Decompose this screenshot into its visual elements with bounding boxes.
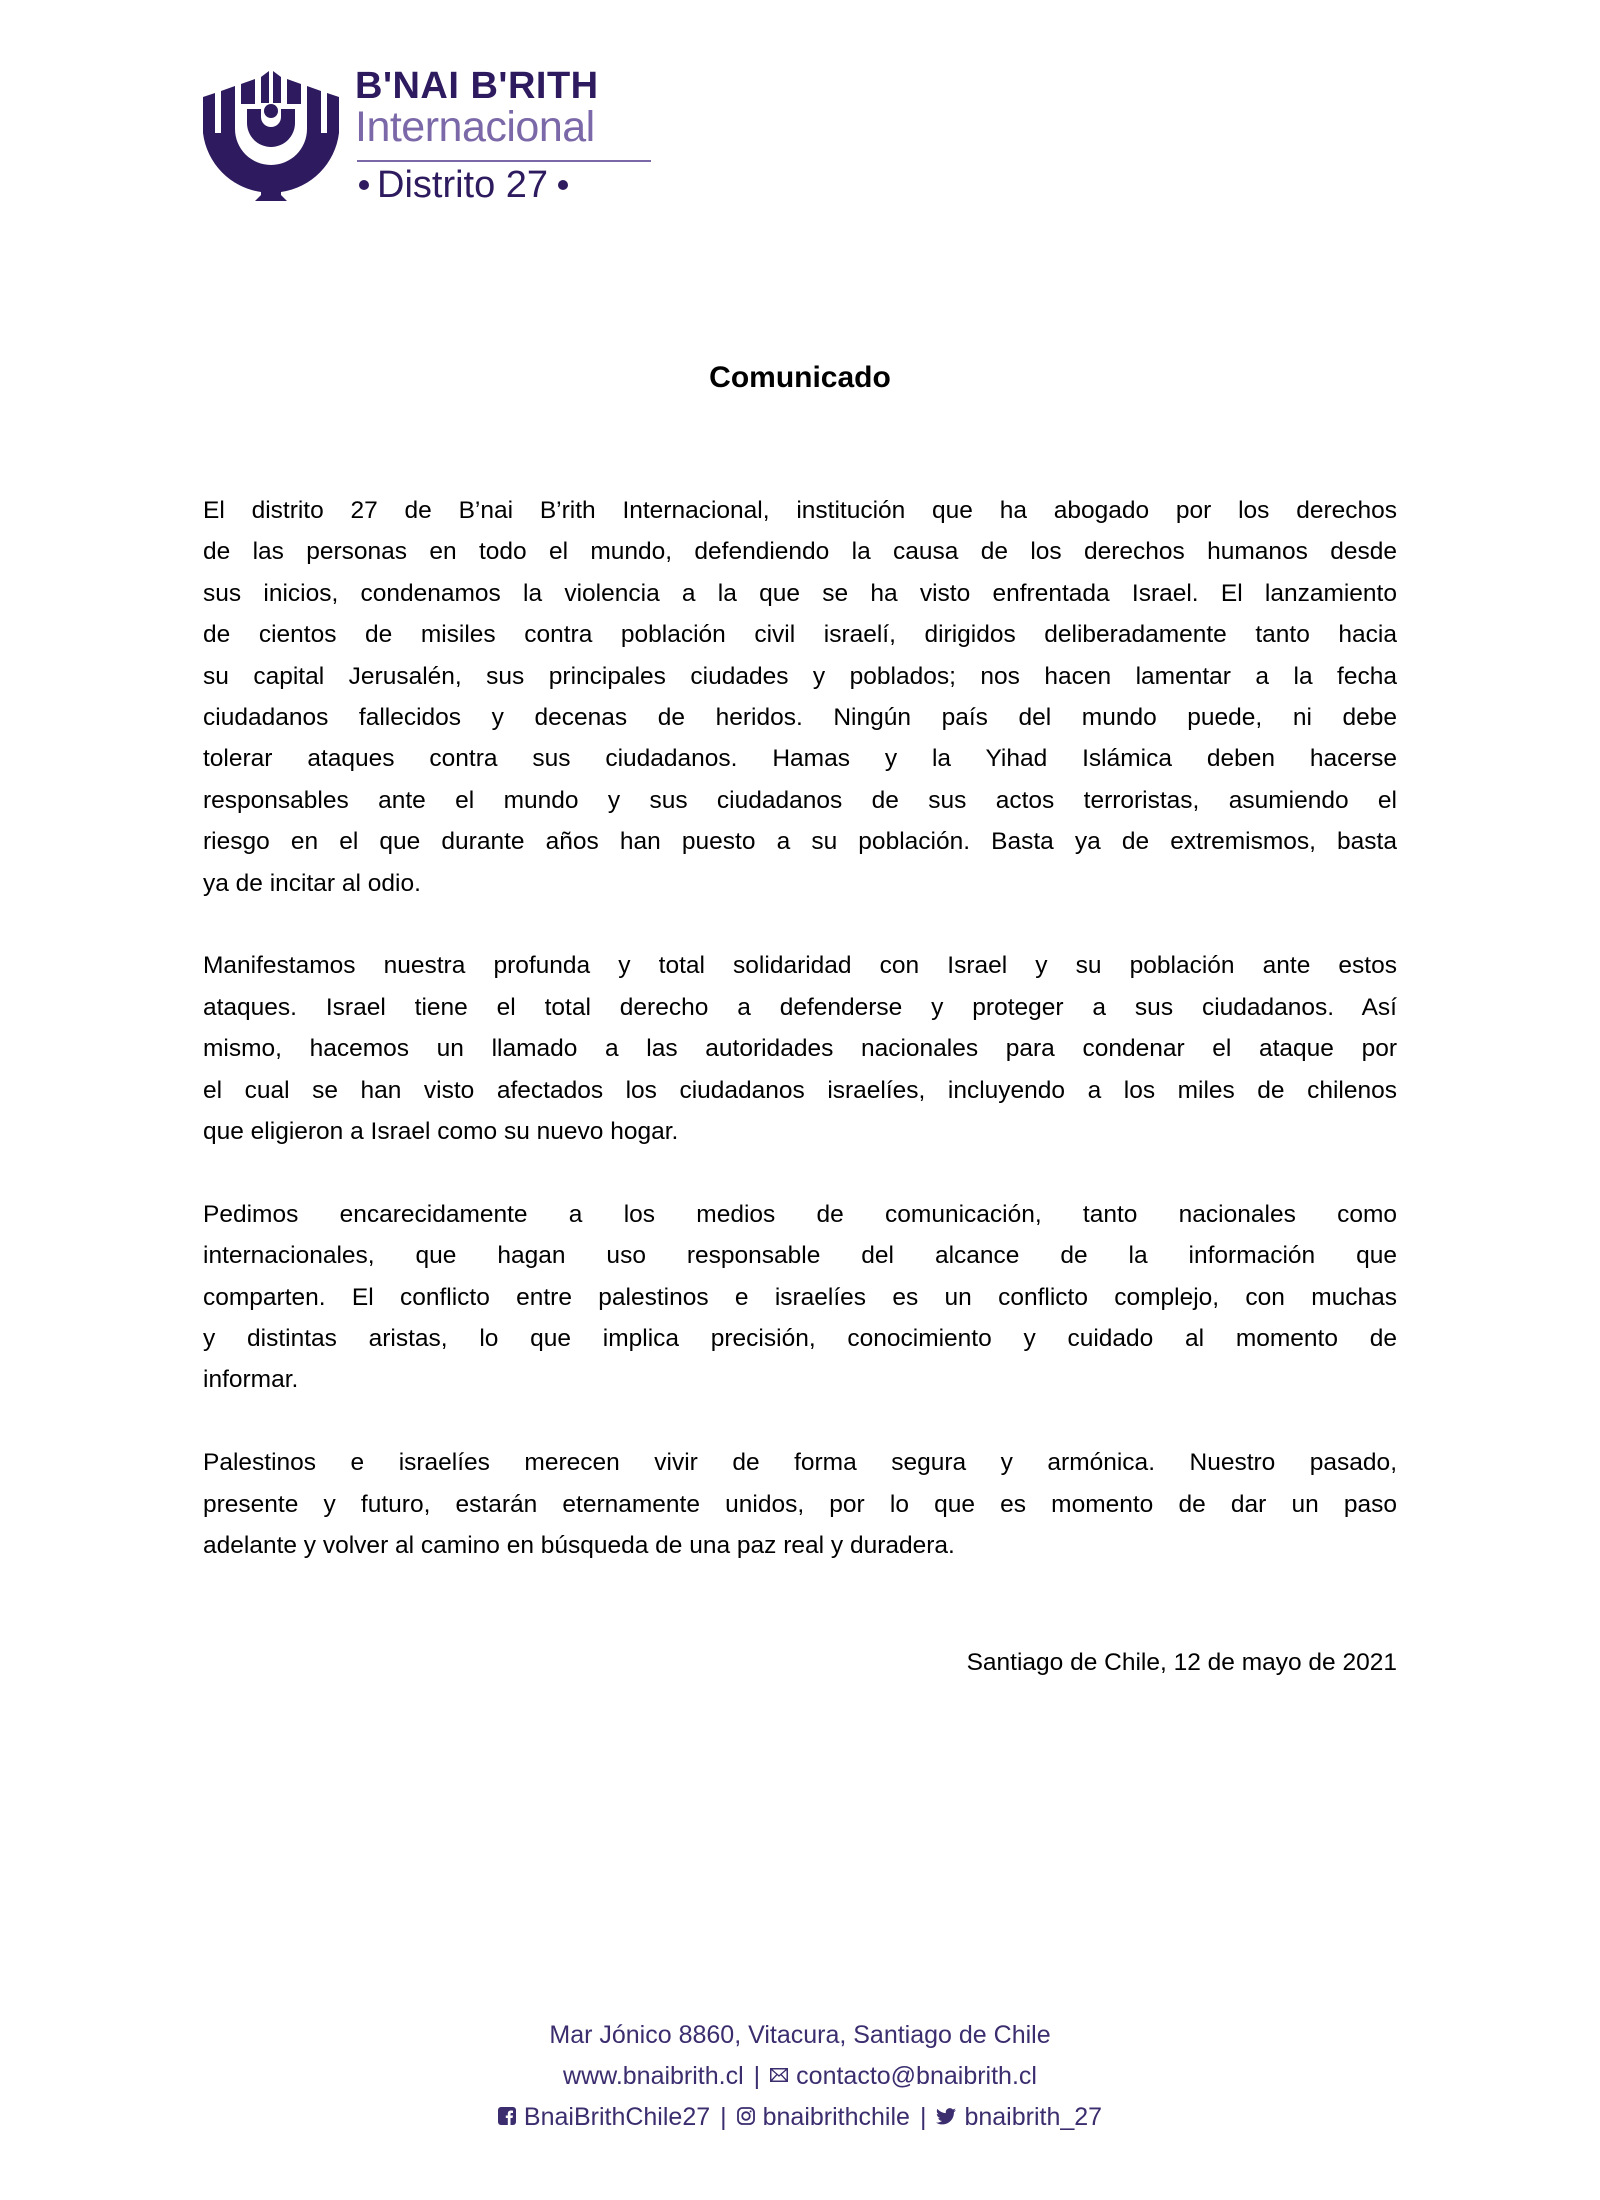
envelope-icon — [770, 2068, 788, 2082]
text-line: el cual se han visto afectados los ciudadanos israelíes, incluyendo a los miles de chilenos — [203, 1076, 1397, 1104]
separator: | — [753, 2062, 761, 2090]
date-line: Santiago de Chile, 12 de mayo de 2021 — [966, 1649, 1397, 1676]
text-line: de las personas en todo el mundo, defendiendo la causa de los derechos humanos desde — [203, 538, 1397, 566]
text-line: sus inicios, condenamos la violencia a la que se ha visto enfrentada Israel. El lanzamiento — [203, 579, 1397, 607]
text-line: ya de incitar al odio. — [203, 869, 421, 897]
paragraph-4 — [203, 1442, 1397, 1566]
organization-logo — [203, 66, 663, 206]
page-title: Comunicado — [709, 361, 891, 394]
separator: | — [720, 2103, 727, 2131]
website-link[interactable]: www.bnaibrith.cl — [563, 2062, 744, 2090]
text-line: riesgo en el que durante años han puesto a su población. Basta ya de extremismos, basta — [203, 828, 1397, 856]
document-body — [203, 490, 1397, 1608]
text-line: de cientos de misiles contra población civil israelí, dirigidos deliberadamente tanto hacia — [203, 621, 1397, 649]
footer — [0, 2015, 1600, 2138]
text-line: Palestinos e israelíes merecen vivir de forma segura y armónica. Nuestro pasado, — [203, 1449, 1397, 1477]
footer-contact — [0, 2056, 1600, 2097]
instagram-link[interactable]: bnaibrithchile — [762, 2103, 910, 2131]
logo-subtitle: Internacional — [355, 103, 595, 151]
text-line: comparten. El conflicto entre palestinos e israelíes es un conflicto complejo, con muchas — [203, 1283, 1397, 1311]
footer-social — [0, 2097, 1600, 2138]
bullet-icon — [359, 180, 369, 190]
separator: | — [919, 2103, 927, 2131]
text-line: adelante y volver al camino en búsqueda de una paz real y duradera. — [203, 1532, 955, 1560]
facebook-link[interactable]: BnaiBrithChile27 — [523, 2103, 711, 2131]
logo-district-text: Distrito 27 — [377, 164, 549, 206]
instagram-icon — [737, 2107, 755, 2125]
logo-name: B'NAI B'RITH — [355, 65, 599, 107]
text-line: responsables ante el mundo y sus ciudadanos de sus actos terroristas, asumiendo el — [203, 786, 1397, 814]
facebook-icon — [498, 2107, 516, 2125]
text-line: y distintas aristas, lo que implica precisión, conocimiento y cuidado al momento de — [203, 1325, 1397, 1353]
text-line: El distrito 27 de B’nai B’rith Internacional, institución que ha abogado por los derechos — [203, 497, 1397, 524]
footer-address: Mar Jónico 8860, Vitacura, Santiago de Chile — [549, 2021, 1051, 2049]
text-line: tolerar ataques contra sus ciudadanos. Hamas y la Yihad Islámica deben hacerse — [203, 745, 1397, 773]
text-line: ataques. Israel tiene el total derecho a defenderse y proteger a sus ciudadanos. Así — [203, 993, 1397, 1021]
text-line: que eligieron a Israel como su nuevo hogar. — [203, 1117, 679, 1145]
logo-divider — [357, 160, 651, 162]
menorah-icon — [203, 71, 339, 201]
twitter-link[interactable]: bnaibrith_27 — [964, 2103, 1103, 2131]
text-line: mismo, hacemos un llamado a las autoridades nacionales para condenar el ataque por — [203, 1035, 1397, 1063]
text-line: internacionales, que hagan uso responsable del alcance de la información que — [203, 1242, 1397, 1270]
text-line: su capital Jerusalén, sus principales ciudades y poblados; nos hacen lamentar a la fecha — [203, 662, 1397, 690]
text-line: Pedimos encarecidamente a los medios de comunicación, tanto nacionales como — [203, 1200, 1397, 1228]
twitter-icon — [936, 2108, 956, 2125]
email-link[interactable]: contacto@bnaibrith.cl — [796, 2062, 1037, 2090]
text-line: presente y futuro, estarán eternamente unidos, por lo que es momento de dar un paso — [203, 1490, 1397, 1518]
text-line: Manifestamos nuestra profunda y total solidaridad con Israel y su población ante estos — [203, 952, 1397, 980]
paragraph-1 — [203, 490, 1397, 904]
paragraph-2 — [203, 945, 1397, 1152]
text-line: informar. — [203, 1366, 299, 1394]
paragraph-3 — [203, 1194, 1397, 1401]
bullet-icon — [558, 180, 568, 190]
text-line: ciudadanos fallecidos y decenas de heridos. Ningún país del mundo puede, ni debe — [203, 703, 1397, 731]
logo-district — [355, 164, 572, 206]
